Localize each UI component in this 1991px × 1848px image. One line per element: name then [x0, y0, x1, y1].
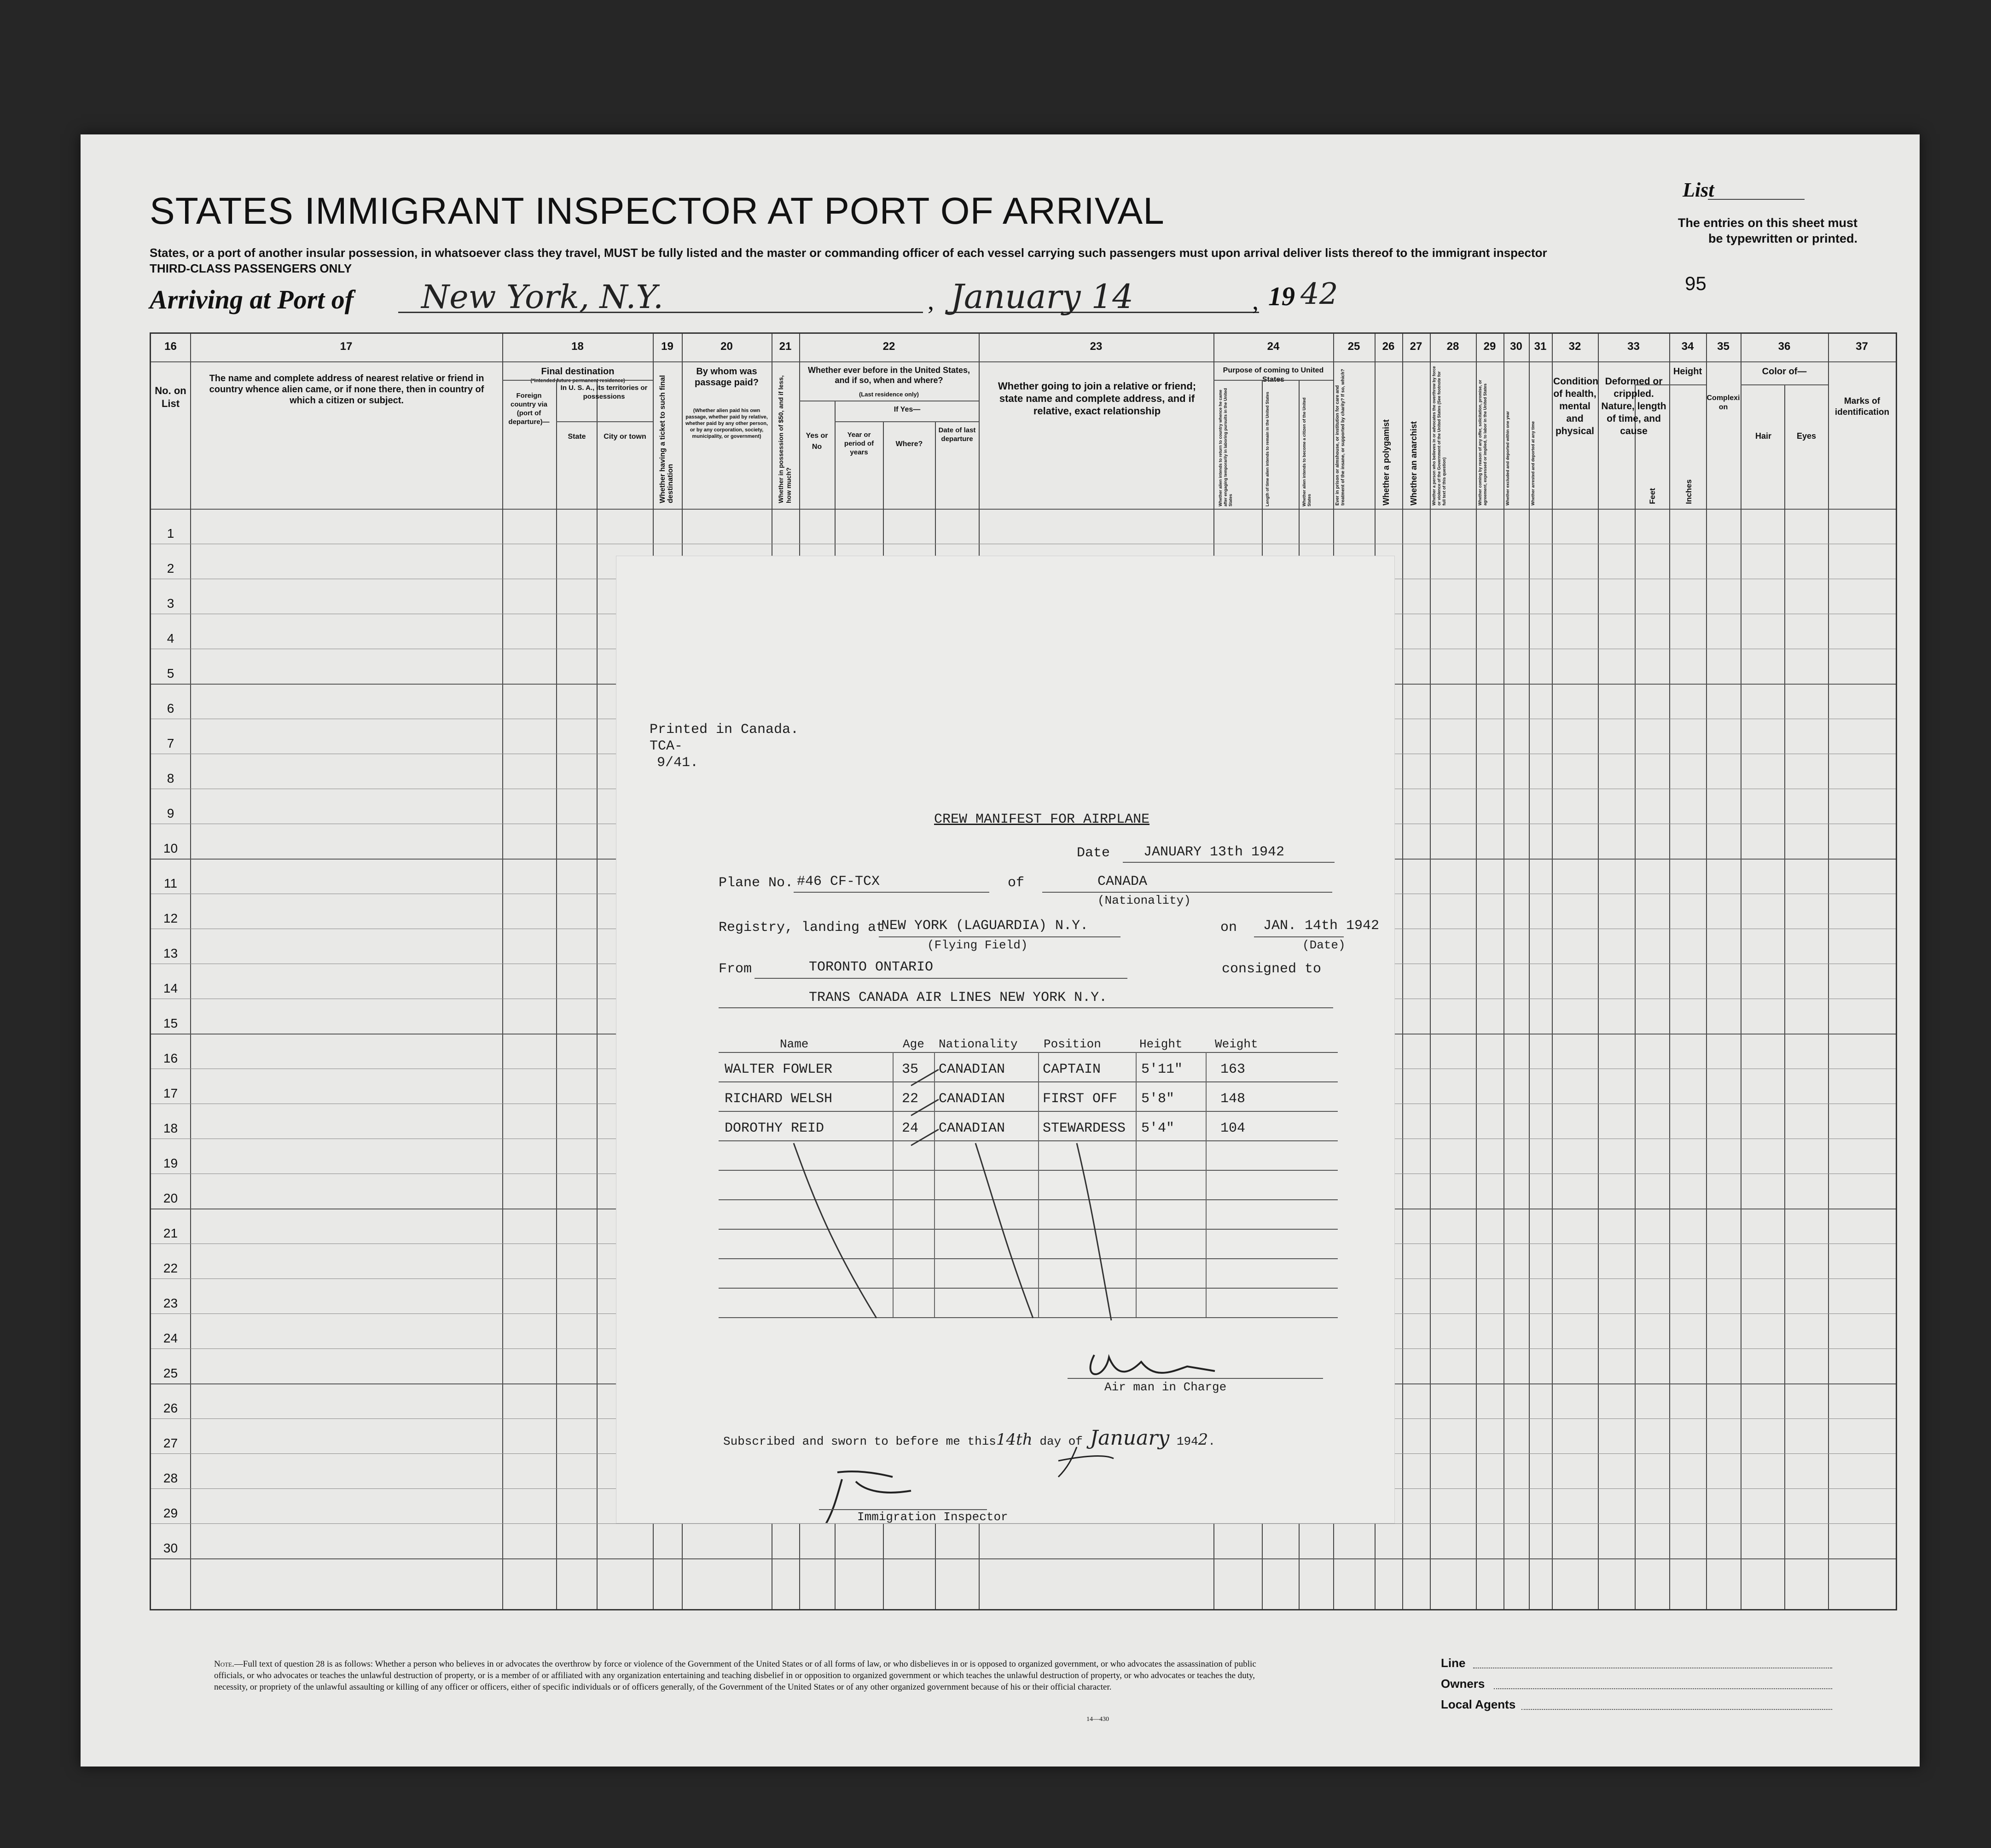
- nationality-caption: (Nationality): [1097, 894, 1191, 907]
- row-number: 21: [163, 1226, 178, 1240]
- col-rule: [1402, 334, 1403, 1609]
- row-number: 30: [163, 1541, 178, 1555]
- crew-position: CAPTAIN: [1043, 1062, 1101, 1077]
- plane-label: Plane No.: [719, 875, 794, 891]
- note-text: —Full text of question 28 is as follows: Whether a person who believes in or advocates the overthrow by force or violence of the Government of the United States or of all forms of law, or who disbelieves in or is opposed to organized government, or who advocates the assassination of public officials, or who advocates or teaches the unlawful destruction of property, or is a member of or affiliated with any organization entertaining and teaching disbelief in or opposition to organized government or which teaches the unlawful destruction of property, or who advocates or teaches the duty, necessity, or propriety of the unlawful assaulting or killing of any officer or officers, either of specific individuals or of officers generally, of the Government of the United States or of any other organized government because of his or their official character.: [214, 1659, 1256, 1692]
- sworn-year-prefix: 194: [1176, 1435, 1198, 1448]
- col-number: 30: [1510, 340, 1522, 353]
- crew-weight: 148: [1220, 1091, 1246, 1107]
- consignee-value: TRANS CANADA AIR LINES NEW YORK N.Y.: [809, 990, 1108, 1005]
- col-rule: [1598, 334, 1599, 1609]
- col-rule: [1706, 334, 1707, 1609]
- crew-weight: 104: [1220, 1121, 1246, 1136]
- col-number: 28: [1446, 340, 1459, 353]
- row-number: 17: [163, 1086, 178, 1100]
- header-health: Condition of health, mental and physical: [1553, 376, 1598, 436]
- printed-in: Printed in Canada.: [650, 722, 799, 738]
- row-number: 20: [163, 1191, 178, 1205]
- col-number: 23: [1090, 340, 1103, 353]
- crew-manifest-form: [616, 556, 1395, 1523]
- crew-age: 35: [902, 1062, 919, 1077]
- date-value: JANUARY 13th 1942: [1144, 844, 1285, 860]
- row-rule: [151, 1523, 1896, 1524]
- header-labor-offer: Whether coming by reason of any offer, solicitation, promise, or agreement, expressed or implied, to labor in the United States: [1478, 379, 1487, 506]
- col-number: 36: [1778, 340, 1791, 353]
- plane-value: #46 CF-TCX: [797, 874, 880, 889]
- year-prefix: 19: [1268, 281, 1295, 311]
- row-number: 11: [163, 876, 178, 890]
- header-state: State: [568, 433, 586, 441]
- header-city: City or town: [604, 433, 646, 441]
- date-caption: (Date): [1302, 938, 1346, 952]
- on-label: on: [1220, 920, 1237, 936]
- header-passage-paid-sub: (Whether alien paid his own passage, whether paid by relative, whether paid by any other person, or by any corporation, society, municipality, or government): [685, 408, 768, 439]
- crew-height: 5'8": [1141, 1091, 1175, 1107]
- manifest-sheet: [81, 134, 1920, 1767]
- crew-name: DOROTHY REID: [725, 1121, 824, 1136]
- header-complexion: Complexion: [1707, 394, 1740, 411]
- grid-rule: [1741, 384, 1828, 385]
- crew-weight: 163: [1220, 1062, 1246, 1077]
- form-code-2: 9/41.: [657, 755, 699, 771]
- grid-rule: [1635, 384, 1706, 385]
- header-purpose-citizen: Whether alien intends to become a citizen of the United States: [1302, 397, 1312, 506]
- col-number: 27: [1410, 340, 1422, 353]
- date-label: Date: [1077, 845, 1110, 861]
- col-number: 19: [661, 340, 673, 353]
- crew-height: 5'11": [1141, 1062, 1183, 1077]
- row-number: 10: [163, 841, 178, 855]
- col-number: 34: [1681, 340, 1694, 353]
- landing-date: JAN. 14th 1942: [1263, 918, 1380, 934]
- row-number: 16: [163, 1051, 178, 1065]
- from-label: From: [719, 961, 752, 977]
- row-number: 12: [163, 911, 178, 925]
- col-rule: [1552, 334, 1553, 1609]
- header-join-relative: Whether going to join a relative or friend; state name and complete address, and if relative, exact relationship: [998, 380, 1196, 417]
- header-ticket: Whether having a ticket to such final destination: [659, 375, 674, 503]
- row-number: 23: [163, 1296, 178, 1310]
- header-last-residence: (Last residence only): [859, 391, 919, 398]
- grid-rule: [556, 421, 653, 422]
- page-title: STATES IMMIGRANT INSPECTOR AT PORT OF ARRIVAL: [150, 190, 1165, 232]
- header-polygamist: Whether a polygamist: [1382, 419, 1391, 506]
- note-label: Note.: [214, 1659, 234, 1669]
- header-arrested: Whether arrested and deported at any time: [1531, 421, 1535, 506]
- col-number: 22: [882, 340, 895, 353]
- manifest-title: CREW MANIFEST FOR AIRPLANE: [934, 812, 1150, 827]
- col-number: 32: [1568, 340, 1581, 353]
- consigned-label: consigned to: [1222, 961, 1322, 977]
- row-rule: [151, 1558, 1896, 1559]
- header-hair: Hair: [1755, 431, 1771, 441]
- row-number: 3: [167, 596, 174, 610]
- instructions: [150, 245, 1547, 276]
- grid-rule: [1213, 380, 1333, 381]
- header-inches: Inches: [1684, 479, 1693, 504]
- crew-position: FIRST OFF: [1043, 1091, 1118, 1107]
- airman-signature-line: [1068, 1378, 1323, 1379]
- col-number: 33: [1627, 340, 1640, 353]
- header-fifty-dollars: Whether in possession of $50, and if less, how much?: [777, 375, 792, 503]
- col-number: 37: [1856, 340, 1868, 353]
- header-color-of: Color of—: [1762, 366, 1807, 377]
- crew-nationality: CANADIAN: [939, 1121, 1005, 1136]
- row-number: 19: [163, 1156, 178, 1170]
- list-label: List: [1683, 179, 1714, 201]
- header-purpose-return: Whether alien intends to return to country whence he came after engaging temporarily in laboring pursuits in the United States: [1218, 388, 1233, 506]
- row-number: 26: [163, 1401, 178, 1415]
- instruction-line-1: States, or a port of another insular possession, in whatsoever class they travel, MUST be fully listed and the master or commanding officer of each vessel carrying such passengers must upon arrival deliver lists thereof to the immigrant inspector: [150, 246, 1547, 260]
- crew-position: STEWARDESS: [1043, 1121, 1126, 1136]
- entries-note-line-2: be typewritten or printed.: [1708, 232, 1857, 245]
- form-code-1: TCA-: [650, 738, 683, 754]
- owners-label: Owners: [1441, 1677, 1485, 1691]
- header-excluded: Whether excluded and deported within one year: [1505, 411, 1510, 506]
- row-number: 1: [167, 526, 174, 540]
- col-rule: [190, 334, 191, 1609]
- header-final-destination-sub: (*Intended future permanent residence): [530, 378, 625, 384]
- date-handwritten: January 14: [951, 277, 1134, 316]
- col-number: 21: [779, 340, 792, 353]
- col-number: 25: [1347, 340, 1360, 353]
- crew-age: 22: [902, 1091, 919, 1107]
- crew-header-weight: Weight: [1215, 1037, 1258, 1051]
- header-feet: Feet: [1648, 488, 1657, 504]
- agents-label: Local Agents: [1441, 1697, 1516, 1711]
- registry-label: Registry, landing at: [719, 920, 885, 936]
- owners-blank: [1494, 1688, 1832, 1689]
- row-number: 2: [167, 561, 174, 575]
- row-number: 9: [167, 806, 174, 820]
- col-rule: [1669, 334, 1670, 1609]
- of-label: of: [1008, 875, 1025, 891]
- row-number: 4: [167, 631, 174, 645]
- header-height: Height: [1673, 366, 1702, 377]
- port-handwritten: New York, N.Y.: [421, 278, 663, 316]
- col-number: 17: [340, 340, 353, 353]
- header-yes-no: Yes or No: [806, 432, 828, 451]
- col-number: 26: [1382, 340, 1395, 353]
- sworn-year-digit: 2: [1198, 1430, 1208, 1449]
- list-blank: [1708, 199, 1805, 200]
- header-if-yes: If Yes—: [894, 406, 921, 413]
- col-number: 35: [1717, 340, 1730, 353]
- col-rule: [1828, 334, 1829, 1609]
- crew-header-nationality: Nationality: [939, 1037, 1018, 1051]
- crew-age: 24: [902, 1121, 919, 1136]
- col-number: 24: [1267, 340, 1280, 353]
- sheet-number: 95: [1685, 273, 1707, 294]
- row-number: 18: [163, 1121, 178, 1135]
- row-number: 22: [163, 1261, 178, 1275]
- col-number: 18: [571, 340, 584, 353]
- grid-rule: [151, 361, 1896, 362]
- header-purpose-length: Length of time alien intends to remain in the United States: [1265, 391, 1270, 506]
- header-purpose: Purpose of coming to United States: [1223, 366, 1324, 384]
- grid-rule: [151, 509, 1896, 510]
- form-number: 14—430: [1086, 1716, 1109, 1723]
- row-number: 27: [163, 1436, 178, 1450]
- crew-nationality: CANADIAN: [939, 1091, 1005, 1107]
- header-eyes: Eyes: [1796, 431, 1817, 441]
- header-foreign-country: Foreign country via (port of departure)—: [508, 392, 550, 426]
- sworn-day: 14th: [996, 1430, 1033, 1449]
- col-number: 29: [1483, 340, 1496, 353]
- row-number: 14: [163, 981, 178, 995]
- col-rule: [1476, 334, 1477, 1609]
- crew-header-age: Age: [903, 1037, 924, 1051]
- header-final-destination: Final destination: [541, 366, 615, 377]
- line-label: Line: [1441, 1656, 1466, 1670]
- airman-caption: Air man in Charge: [1104, 1380, 1227, 1394]
- header-nearest-relative: The name and complete address of nearest relative or friend in country whence alien came, or if none there, then in country of which a citizen or subject.: [209, 373, 484, 406]
- crew-header-name: Name: [780, 1037, 809, 1051]
- agents-blank: [1521, 1709, 1832, 1710]
- comma: ,: [1252, 287, 1259, 315]
- col-rule: [1784, 384, 1785, 1609]
- row-number: 28: [163, 1471, 178, 1485]
- col-rule: [556, 380, 557, 1609]
- footnote: [214, 1658, 1273, 1693]
- grid-rule: [502, 380, 653, 381]
- col-rule: [1635, 384, 1636, 1609]
- row-number: 5: [167, 666, 174, 680]
- row-number: 29: [163, 1506, 178, 1520]
- nationality-value: CANADA: [1097, 874, 1148, 889]
- header-passage-paid: By whom was passage paid?: [695, 366, 759, 388]
- header-deformed: Deformed or crippled. Nature, length of time, and cause: [1601, 376, 1666, 436]
- col-rule: [502, 334, 503, 1609]
- col-rule: [1430, 334, 1431, 1609]
- grid-rule: [835, 421, 979, 422]
- col-rule: [597, 380, 598, 1609]
- landing-value: NEW YORK (LAGUARDIA) N.Y.: [881, 918, 1089, 934]
- sworn-month: January: [1090, 1426, 1170, 1450]
- row-number: 8: [167, 771, 174, 785]
- header-in-usa: In U. S. A., its territories or possessions: [560, 384, 648, 401]
- year-handwritten: 42: [1300, 277, 1338, 311]
- crew-header-position: Position: [1044, 1037, 1101, 1051]
- col-number: 16: [164, 340, 177, 353]
- from-value: TORONTO ONTARIO: [809, 959, 934, 975]
- header-anarchist: Whether an anarchist: [1409, 421, 1418, 506]
- row-number: 25: [163, 1366, 178, 1380]
- row-number: 6: [167, 701, 174, 715]
- field-caption: (Flying Field): [927, 938, 1028, 952]
- arriving-label: Arriving at Port of: [150, 285, 354, 314]
- comma: ,: [928, 287, 934, 315]
- col-rule: [1529, 334, 1530, 1609]
- crew-name: WALTER FOWLER: [725, 1062, 833, 1077]
- header-date-last-departure: Date of last departure: [938, 426, 976, 443]
- header-marks: Marks of identification: [1834, 396, 1890, 417]
- instruction-line-2: THIRD-CLASS PASSENGERS ONLY: [150, 262, 352, 275]
- col-number: 31: [1534, 340, 1547, 353]
- row-number: 13: [163, 946, 178, 960]
- header-where: Where?: [895, 440, 923, 448]
- header-no-on-list: No. on List: [155, 385, 186, 409]
- entries-note-line-1: The entries on this sheet must: [1678, 216, 1857, 230]
- row-number: 7: [167, 736, 174, 750]
- header-ever-before: Whether ever before in the United States, and if so, when and where?: [807, 366, 970, 385]
- crew-name: RICHARD WELSH: [725, 1091, 833, 1107]
- inspector-caption: Immigration Inspector: [857, 1510, 1008, 1524]
- header-overthrow: Whether a person who believes in or advocates the overthrow by force or violence of the Government of the United States (See footnote for full text of this question): [1432, 366, 1446, 506]
- crew-header-height: Height: [1139, 1037, 1183, 1051]
- row-number: 15: [163, 1016, 178, 1030]
- sworn-prefix: Subscribed and sworn to before me this: [723, 1435, 996, 1448]
- entries-note: [1637, 215, 1857, 246]
- col-rule: [1503, 334, 1504, 1609]
- header-year-period: Year or period of years: [844, 431, 874, 456]
- sworn-statement: Subscribed and sworn to before me this14th day of January 1942.: [723, 1426, 1215, 1450]
- col-number: 20: [720, 340, 733, 353]
- sworn-mid: day of: [1039, 1435, 1083, 1448]
- header-prison: Ever in prison or almshouse, or institution for care and treatment of the insane, or supported by charity? If so, which?: [1335, 369, 1346, 506]
- crew-height: 5'4": [1141, 1121, 1175, 1136]
- row-number: 24: [163, 1331, 178, 1345]
- crew-nationality: CANADIAN: [939, 1062, 1005, 1077]
